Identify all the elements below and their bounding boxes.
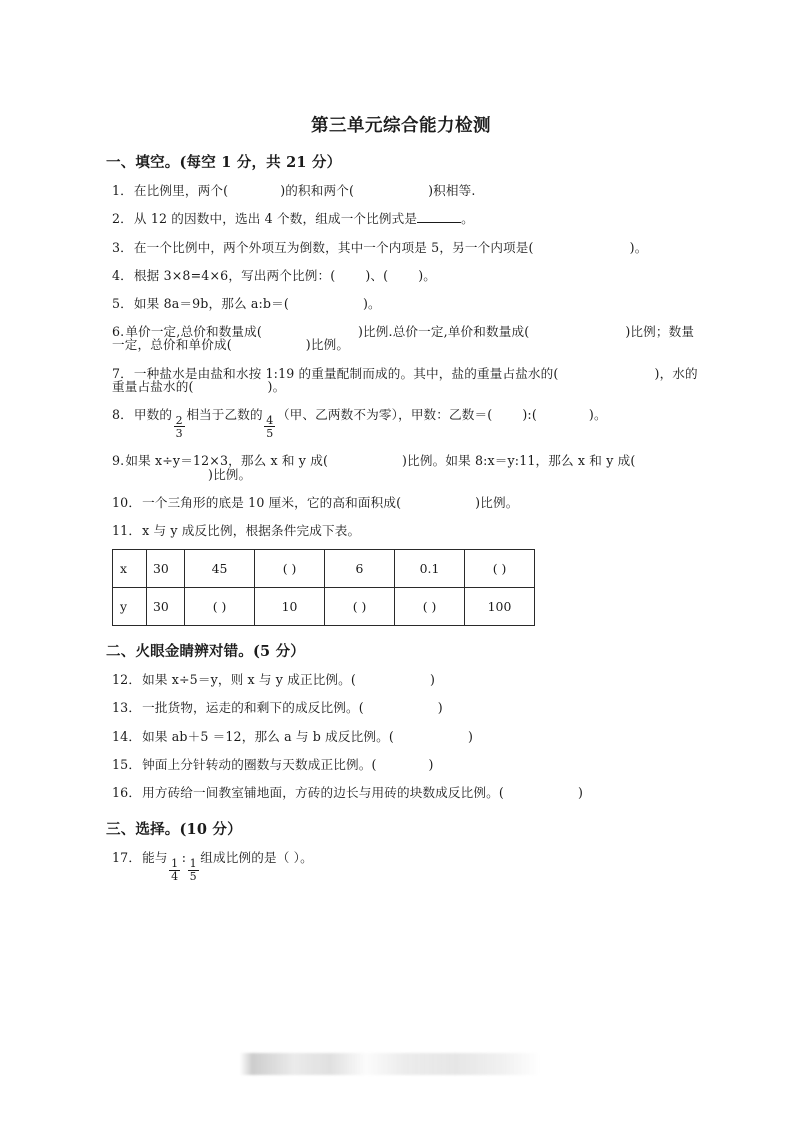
question-1-text-a: 在比例里，两个( xyxy=(133,183,229,198)
question-13-text-a: 一批货物，运走的和剩下的成反比例。( xyxy=(142,700,364,716)
question-6-number: 6. xyxy=(112,324,125,340)
fraction-numerator: 1 xyxy=(189,856,197,870)
question-12-number: 12． xyxy=(112,672,142,688)
inverse-proportion-table-wrap xyxy=(112,549,698,626)
question-5-text-a: 如果 8a＝9b，那么 a:b＝( xyxy=(133,295,289,311)
question-6-text-a: 单价一定,总价和数量成( xyxy=(125,324,262,340)
fraction-two-thirds xyxy=(174,415,185,440)
question-17-text-b: : xyxy=(181,850,187,866)
question-9-text-c: )比例。 xyxy=(208,466,252,482)
question-2-text-a: 从 12 的因数中，选出 4 个数，组成一个比例式是 xyxy=(133,211,418,227)
question-9-number: 9. xyxy=(112,453,125,469)
question-7-text-c: )。 xyxy=(267,378,286,394)
section-heading-true-false: 二、火眼金睛辨对错。(5 分） xyxy=(106,643,305,661)
table-cell-y-3[interactable]: 10 xyxy=(255,588,325,626)
question-16-text-a: 用方砖给一间教室铺地面，方砖的边长与用砖的块数成反比例。( xyxy=(142,785,504,801)
question-8 xyxy=(104,403,698,444)
question-17-number: 17． xyxy=(112,850,142,866)
question-8-text-d: ):( xyxy=(522,407,537,423)
question-17 xyxy=(104,846,698,887)
question-9-text-a: 如果 x÷y＝12×3，那么 x 和 y 成( xyxy=(125,453,329,469)
question-11 xyxy=(104,519,698,542)
question-8-text-b: 相当于乙数的 xyxy=(186,407,263,423)
question-12-text-a: 如果 x÷5＝y，则 x 与 y 成正比例。( xyxy=(142,672,356,688)
question-6-text-b: )比例.总价一定,单价和数量成( xyxy=(357,324,530,340)
table-cell-y-6[interactable]: 100 xyxy=(465,588,535,626)
question-6 xyxy=(104,320,698,356)
question-13 xyxy=(104,696,698,719)
table-cell-y-4[interactable]: ( ) xyxy=(325,588,395,626)
question-2-answer-line[interactable] xyxy=(417,212,461,223)
section-heading-fill-in-blanks: 一、填空。(每空 1 分，共 21 分） xyxy=(106,154,342,171)
question-10-text-a: 一个三角形的底是 10 厘米，它的高和面积成( xyxy=(142,494,402,510)
question-12 xyxy=(104,668,698,691)
question-5-text-b: )。 xyxy=(362,295,381,311)
question-9-text-b: )比例。如果 8:x＝y:11，那么 x 和 y 成( xyxy=(402,453,636,469)
question-4-text-c: )。 xyxy=(418,267,437,283)
table-cell-y-2[interactable]: ( ) xyxy=(185,588,255,626)
table-row-label-x: x xyxy=(113,550,147,588)
question-3-text-a: 在一个比例中，两个外项互为倒数，其中一个内项是 5，另一个内项是( xyxy=(133,239,534,255)
question-17-text-a: 能与 xyxy=(142,850,168,866)
question-3 xyxy=(104,236,698,259)
question-13-number: 13． xyxy=(112,700,142,716)
fraction-numerator: 2 xyxy=(175,413,183,427)
question-10-number: 10． xyxy=(112,494,142,510)
table-cell-x-5[interactable]: 0.1 xyxy=(395,550,465,588)
fraction-numerator: 4 xyxy=(266,413,274,427)
question-3-text-b: )。 xyxy=(629,239,648,255)
table-cell-x-1[interactable]: 30 xyxy=(147,550,185,588)
question-6-text-d: )比例。 xyxy=(305,337,350,353)
question-10 xyxy=(104,491,698,514)
table-row-y xyxy=(113,588,535,626)
question-16 xyxy=(104,781,698,804)
question-7 xyxy=(104,362,698,398)
question-15 xyxy=(104,753,698,776)
question-4 xyxy=(104,264,698,287)
question-7-number: 7． xyxy=(112,365,133,381)
document-content xyxy=(104,112,698,893)
question-11-text: x 与 y 成反比例，根据条件完成下表。 xyxy=(142,522,361,538)
question-4-number: 4． xyxy=(112,267,133,283)
question-8-text-e: )。 xyxy=(588,407,607,423)
question-3-number: 3． xyxy=(112,239,133,255)
question-14 xyxy=(104,725,698,748)
question-11-number: 11． xyxy=(112,522,142,538)
question-2-number: 2． xyxy=(112,211,133,227)
question-15-number: 15． xyxy=(112,756,142,772)
question-14-number: 14． xyxy=(112,728,142,744)
fraction-denominator: 5 xyxy=(189,870,197,884)
fraction-four-fifths xyxy=(264,415,275,440)
page-title: 第三单元综合能力检测 xyxy=(311,116,491,136)
question-15-text-a: 钟面上分针转动的圈数与天数成正比例。( xyxy=(142,756,377,772)
question-1 xyxy=(104,179,698,202)
fraction-denominator: 3 xyxy=(175,426,183,440)
question-1-text-b: )的积和两个( xyxy=(280,183,355,198)
table-cell-x-6[interactable]: ( ) xyxy=(465,550,535,588)
question-5-number: 5． xyxy=(112,295,133,311)
question-8-text-a: 甲数的 xyxy=(133,407,173,423)
question-4-text-b: )、( xyxy=(365,267,389,283)
table-cell-y-5[interactable]: ( ) xyxy=(395,588,465,626)
table-row-label-y: y xyxy=(113,588,147,626)
question-8-number: 8． xyxy=(112,407,133,423)
question-14-text-a: 如果 ab＋5 ＝12，那么 a 与 b 成反比例。( xyxy=(142,728,394,744)
question-6-text-c: )比例；数量一定，总价和单价成( xyxy=(112,324,695,353)
section-heading-multiple-choice: 三、选择。(10 分） xyxy=(106,821,242,839)
question-7-text-b: )，水的重量占盐水的( xyxy=(112,365,698,394)
question-1-number: 1． xyxy=(112,183,133,198)
table-cell-x-3[interactable]: ( ) xyxy=(255,550,325,588)
question-16-text-b: ) xyxy=(577,785,584,801)
question-15-text-b: ) xyxy=(428,756,434,772)
question-13-text-b: ) xyxy=(437,700,443,716)
table-row-x xyxy=(113,550,535,588)
question-4-text-a: 根据 3×8=4×6，写出两个比例：( xyxy=(133,267,336,283)
question-2 xyxy=(104,207,698,230)
fraction-one-fifth xyxy=(188,858,199,883)
question-16-number: 16． xyxy=(112,785,142,801)
question-12-text-b: ) xyxy=(430,672,436,688)
fraction-denominator: 5 xyxy=(266,426,274,440)
question-5 xyxy=(104,292,698,315)
question-8-text-c: （甲、乙两数不为零），甲数：乙数＝( xyxy=(276,407,493,423)
question-1-text-c: )积相等. xyxy=(428,183,476,198)
fraction-numerator: 1 xyxy=(171,856,179,870)
table-cell-y-1[interactable]: 30 xyxy=(147,588,185,626)
fraction-one-quarter xyxy=(169,858,180,883)
question-9 xyxy=(104,449,698,485)
inverse-proportion-table xyxy=(112,549,535,626)
table-cell-x-4[interactable]: 6 xyxy=(325,550,395,588)
question-14-text-b: ) xyxy=(467,728,474,744)
question-10-text-b: )比例。 xyxy=(475,494,519,510)
fraction-denominator: 4 xyxy=(171,870,179,884)
question-17-text-c: 组成比例的是（ ）。 xyxy=(200,850,313,866)
page-watermark xyxy=(240,1053,540,1075)
question-7-text-a: 一种盐水是由盐和水按 1:19 的重量配制而成的。其中，盐的重量占盐水的( xyxy=(133,365,559,381)
table-cell-x-2[interactable]: 45 xyxy=(185,550,255,588)
question-2-text-b: 。 xyxy=(461,211,474,227)
